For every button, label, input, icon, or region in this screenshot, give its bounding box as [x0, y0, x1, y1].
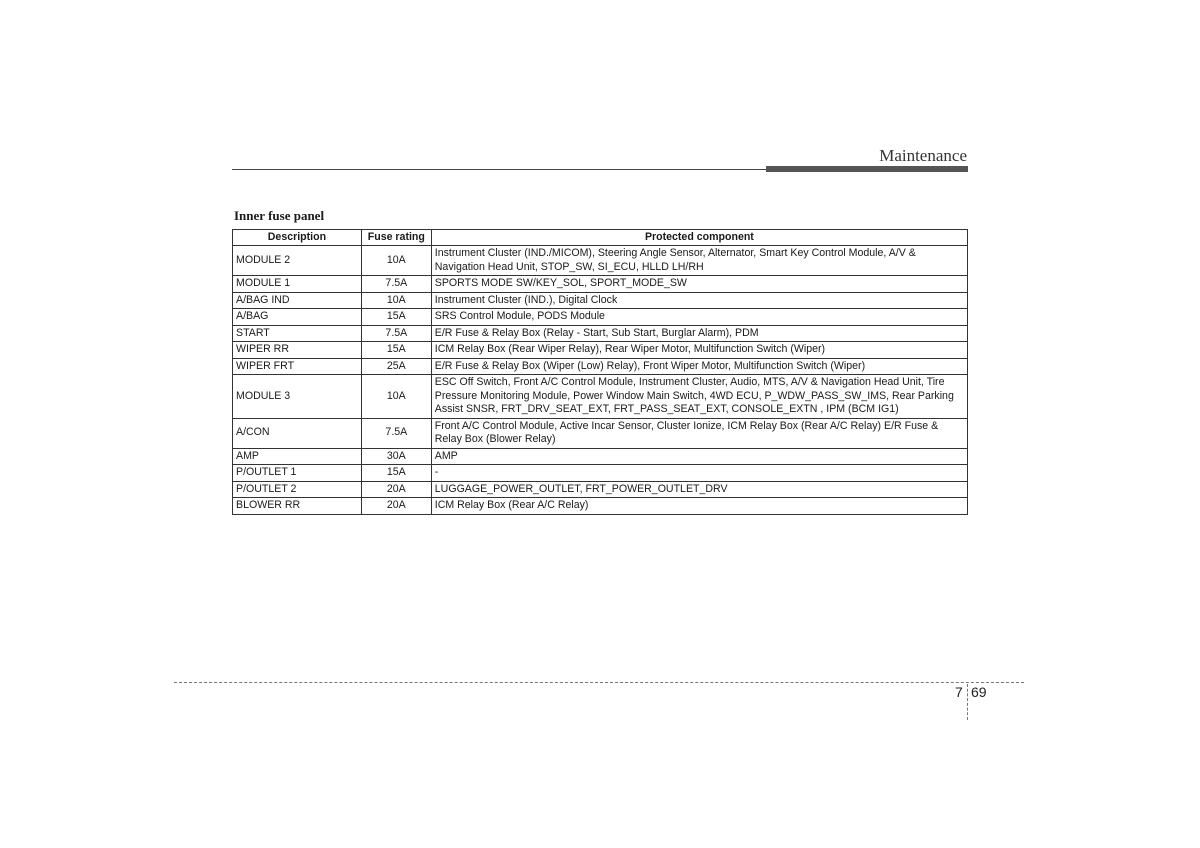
- description-cell: P/OUTLET 2: [233, 481, 362, 498]
- protected-component-cell: ICM Relay Box (Rear A/C Relay): [431, 498, 967, 515]
- table-row: [233, 246, 968, 276]
- description-cell: AMP: [233, 448, 362, 465]
- header-accent-bar: [766, 166, 968, 172]
- protected-component-cell: ICM Relay Box (Rear Wiper Relay), Rear Wiper Motor, Multifunction Switch (Wiper): [431, 342, 967, 359]
- protected-component-cell: SPORTS MODE SW/KEY_SOL, SPORT_MODE_SW: [431, 276, 967, 293]
- fuse-rating-cell: 15A: [361, 342, 431, 359]
- fuse-rating-cell: 7.5A: [361, 418, 431, 448]
- description-cell: BLOWER RR: [233, 498, 362, 515]
- column-header-fuse-rating: Fuse rating: [361, 230, 431, 246]
- protected-component-cell: AMP: [431, 448, 967, 465]
- fuse-rating-cell: 20A: [361, 498, 431, 515]
- fuse-rating-cell: 15A: [361, 465, 431, 482]
- description-cell: WIPER RR: [233, 342, 362, 359]
- fuse-rating-cell: 30A: [361, 448, 431, 465]
- protected-component-cell: Instrument Cluster (IND./MICOM), Steering Angle Sensor, Alternator, Smart Key Control Module, A/V & Navigation Head Unit, STOP_SW, SI_ECU, HLLD LH/RH: [431, 246, 967, 276]
- header-title: Maintenance: [879, 146, 967, 165]
- description-cell: P/OUTLET 1: [233, 465, 362, 482]
- table-row: [233, 325, 968, 342]
- protected-component-cell: E/R Fuse & Relay Box (Relay - Start, Sub Start, Burglar Alarm), PDM: [431, 325, 967, 342]
- page-number: 69: [971, 684, 987, 700]
- description-cell: A/CON: [233, 418, 362, 448]
- column-header-description: Description: [233, 230, 362, 246]
- protected-component-cell: Front A/C Control Module, Active Incar Sensor, Cluster Ionize, ICM Relay Box (Rear A/C Relay) E/R Fuse & Relay Box (Blower Relay): [431, 418, 967, 448]
- table-row: [233, 358, 968, 375]
- table-row: [233, 465, 968, 482]
- fuse-rating-cell: 10A: [361, 292, 431, 309]
- fuse-rating-cell: 20A: [361, 481, 431, 498]
- description-cell: A/BAG: [233, 309, 362, 326]
- table-row: [233, 292, 968, 309]
- chapter-number: 7: [955, 684, 963, 700]
- column-header-protected-component: Protected component: [431, 230, 967, 246]
- table-body: [233, 246, 968, 515]
- footer-divider: [967, 684, 968, 720]
- fuse-rating-cell: 7.5A: [361, 276, 431, 293]
- fuse-rating-cell: 25A: [361, 358, 431, 375]
- table-row: [233, 309, 968, 326]
- fuse-table: [232, 229, 968, 515]
- protected-component-cell: E/R Fuse & Relay Box (Wiper (Low) Relay), Front Wiper Motor, Multifunction Switch (Wiper): [431, 358, 967, 375]
- description-cell: MODULE 3: [233, 375, 362, 419]
- table-row: [233, 498, 968, 515]
- section-title: Inner fuse panel: [234, 208, 325, 223]
- protected-component-cell: -: [431, 465, 967, 482]
- table-row: [233, 276, 968, 293]
- fuse-rating-cell: 15A: [361, 309, 431, 326]
- protected-component-cell: ESC Off Switch, Front A/C Control Module, Instrument Cluster, Audio, MTS, A/V & Navigation Head Unit, Tire Pressure Monitoring Module, Power Window Main Switch, 4WD ECU, P_WDW_PASS_SW_IMS, Rear Parking Assist SNSR, FRT_DRV_SEAT_EXT, FRT_PASS_SEAT_EXT, CONSOLE_EXTN , IPM (BCM IG1): [431, 375, 967, 419]
- description-cell: MODULE 2: [233, 246, 362, 276]
- table-header-row: [233, 230, 968, 246]
- description-cell: START: [233, 325, 362, 342]
- table-row: [233, 375, 968, 419]
- protected-component-cell: LUGGAGE_POWER_OUTLET, FRT_POWER_OUTLET_DRV: [431, 481, 967, 498]
- description-cell: WIPER FRT: [233, 358, 362, 375]
- header-rule: [232, 169, 767, 170]
- protected-component-cell: Instrument Cluster (IND.), Digital Clock: [431, 292, 967, 309]
- description-cell: A/BAG IND: [233, 292, 362, 309]
- table-row: [233, 418, 968, 448]
- fuse-rating-cell: 7.5A: [361, 325, 431, 342]
- footer-rule: [174, 682, 1024, 683]
- table-row: [233, 448, 968, 465]
- fuse-rating-cell: 10A: [361, 246, 431, 276]
- protected-component-cell: SRS Control Module, PODS Module: [431, 309, 967, 326]
- fuse-rating-cell: 10A: [361, 375, 431, 419]
- table-row: [233, 481, 968, 498]
- description-cell: MODULE 1: [233, 276, 362, 293]
- table-row: [233, 342, 968, 359]
